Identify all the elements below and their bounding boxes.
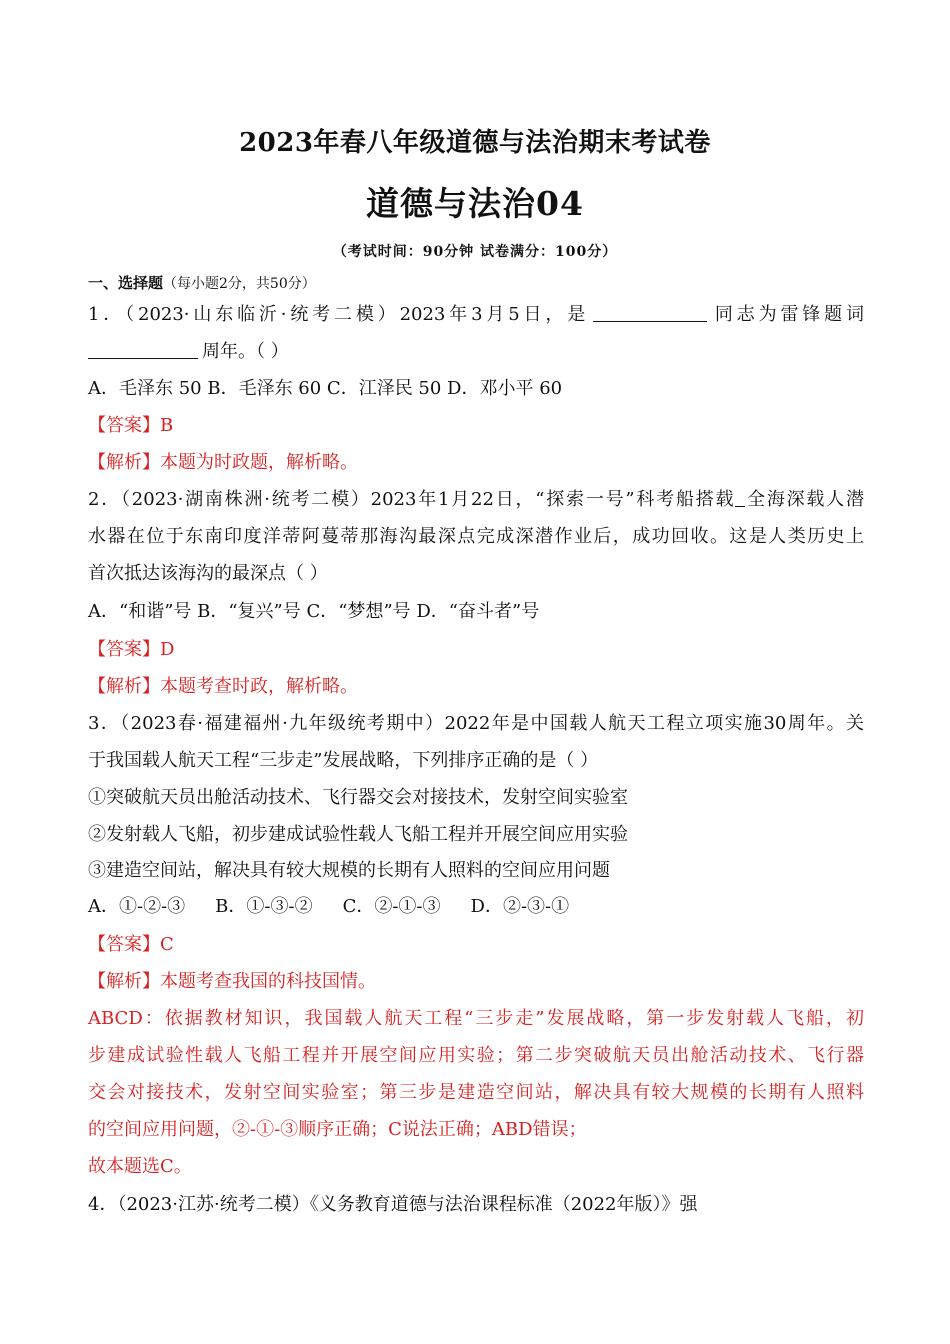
q3-option-d: D．②-③-① [470,896,570,917]
q1-line2 [88,339,864,365]
section-note: （每小题2分，共50分） [163,276,316,292]
q3-answer-value: C [160,934,174,955]
q3-option-a: A．①-②-③ [88,896,186,917]
q2-analysis-text: 本题考查时政，解析略。 [160,676,358,697]
analysis-label: 【解析】 [88,676,160,697]
q3-analysis-text: 本题考查我国的科技国情。 [160,971,376,992]
q1-stem-b: 同志为雷锋题词 [711,304,864,325]
q3-item-1: ①突破航天员出舱活动技术、飞行器交会对接技术，发射空间实验室 [88,787,628,808]
q1-options: A．毛泽东 50 B．毛泽东 60 C．江泽民 50 D．邓小平 60 [88,378,563,399]
q3-item-3: ③建造空间站，解决具有较大规模的长期有人照料的空间应用问题 [88,860,610,881]
exam-title: 2023年春八年级道德与法治期末考试卷 [239,128,711,158]
q3-line2: 于我国载人航天工程“三步走”发展战略，下列排序正确的是（ ） [88,750,599,771]
q3-analysis [88,969,864,995]
q3-explain-4: 的空间应用问题，②-①-③顺序正确；C说法正确；ABD错误； [88,1119,587,1140]
q1-stem-a: 1．（2023·山东临沂·统考二模）2023年3月5日，是 [88,304,590,325]
q3-conclusion: 故本题选C。 [88,1156,192,1177]
q1-analysis [88,450,864,476]
q1-answer-value: B [160,415,174,436]
answer-label: 【答案】 [88,934,160,955]
section-heading [88,272,316,295]
answer-label: 【答案】 [88,415,160,436]
q3-line1: 3．（2023春·福建福州·九年级统考期中）2022年是中国载人航天工程立项实施30周年。关 [88,713,864,734]
q2-blank [735,488,745,507]
section-title: 一、选择题 [88,274,164,292]
q4-line1: 4．（2023·江苏·统考二模）《义务教育道德与法治课程标准（2022年版）》强 [88,1194,698,1215]
exam-subtitle: 道德与法治04 [366,184,584,223]
q3-explain-3: 交会对接技术，发射空间实验室；第三步是建造空间站，解决具有较大规模的长期有人照料 [88,1082,864,1103]
q3-option-b: B．①-③-② [215,896,313,917]
q2-line2: 水器在位于东南印度洋蒂阿蔓蒂那海沟最深点完成深潜作业后，成功回收。这是人类历史上 [88,526,864,547]
q3-answer [88,932,864,958]
q2-answer [88,637,864,663]
q3-explain-1: ABCD：依据教材知识，我国载人航天工程“三步走”发展战略，第一步发射载人飞船，初 [88,1008,864,1029]
q3-option-c: C．②-①-③ [342,896,441,917]
q2-analysis [88,674,864,700]
q2-options: A．“和谐”号 B．“复兴”号 C．“梦想”号 D．“奋斗者”号 [88,601,540,622]
q2-line3: 首次抵达该海沟的最深点（ ） [88,563,328,584]
q1-answer [88,413,864,439]
q1-stem-c: 周年。（ ） [202,341,289,362]
q1-analysis-text: 本题为时政题，解析略。 [160,452,358,473]
exam-info: （考试时间：90分钟 试卷满分：100分） [332,244,618,260]
answer-label: 【答案】 [88,639,160,660]
q2-stem-a: 2．（2023·湖南株洲·统考二模）2023年1月22日，“探索一号”科考船搭载 [88,489,736,510]
q1-line1 [88,302,864,328]
q2-answer-value: D [160,639,175,660]
q2-stem-b: 全海深载人潜 [745,489,864,510]
q3-explain-2: 步建成试验性载人飞船工程并开展空间应用实验；第二步突破航天员出舱活动技术、飞行器 [88,1045,864,1066]
q1-blank-2 [88,340,198,359]
analysis-label: 【解析】 [88,452,160,473]
q3-options [88,894,864,920]
q2-line1 [88,487,864,513]
analysis-label: 【解析】 [88,971,160,992]
q3-item-2: ②发射载人飞船，初步建成试验性载人飞船工程并开展空间应用实验 [88,824,628,845]
q1-blank-1 [593,303,707,322]
